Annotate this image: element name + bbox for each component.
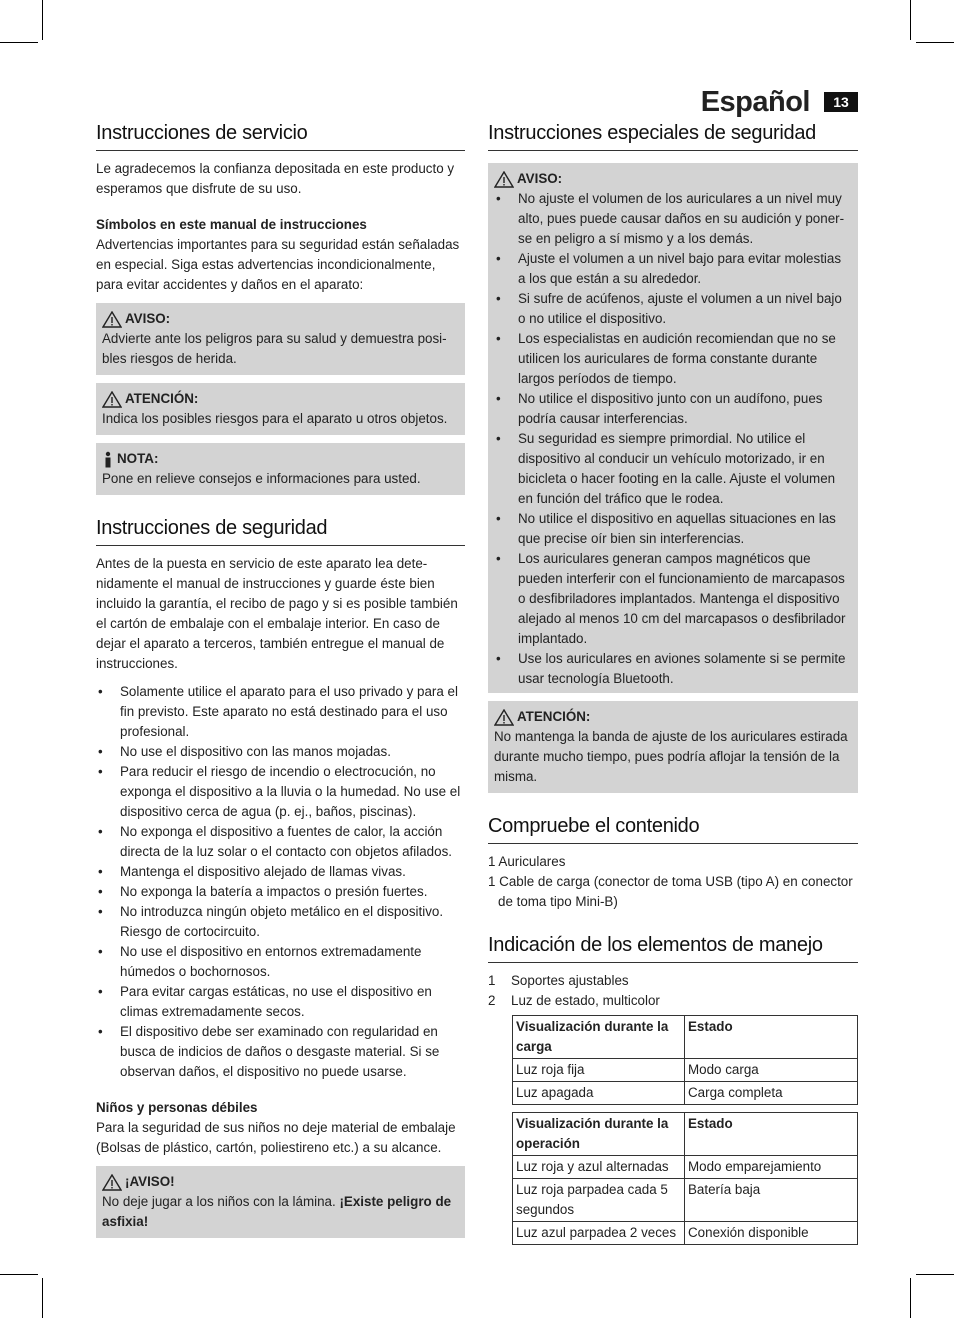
special-list bbox=[494, 189, 852, 689]
crop-mark bbox=[916, 42, 954, 43]
symbols-heading: Símbolos en este manual de instrucciones bbox=[96, 217, 367, 232]
aviso-children-box bbox=[96, 1166, 465, 1238]
crop-mark bbox=[0, 42, 38, 43]
contents-item: 1 Auriculares bbox=[488, 854, 566, 869]
list-item: • No use el dispositivo en entornos extremadamente húmedos o bochornosos. bbox=[98, 944, 422, 979]
table-cell: Luz roja fija bbox=[513, 1059, 685, 1082]
warning-icon bbox=[102, 391, 122, 408]
list-item: • No utilice el dispositivo junto con un audífono, pues podría causar interferencias. bbox=[496, 391, 823, 426]
service-title: Instrucciones de servicio bbox=[96, 122, 465, 151]
list-item: • Solamente utilice el aparato para el uso privado y para el fin previsto. Este aparato no está destinado para el uso profesional. bbox=[98, 684, 458, 739]
service-intro: Le agradecemos la confianza depositada en este producto y esperamos que disfrute de su uso. bbox=[96, 161, 455, 196]
list-item: • No exponga el dispositivo a fuentes de calor, la acción directa de la luz solar o el contacto con objetos afilados. bbox=[98, 824, 452, 859]
special-atencion-title: ATENCIÓN: bbox=[517, 709, 591, 724]
table-cell: Modo carga bbox=[685, 1059, 858, 1082]
table-row bbox=[513, 1179, 858, 1222]
charging-status-table bbox=[512, 1015, 858, 1105]
aviso-children-title: ¡AVISO! bbox=[125, 1174, 175, 1189]
table-row bbox=[513, 1059, 858, 1082]
warning-icon bbox=[494, 709, 514, 726]
table-row bbox=[513, 1222, 858, 1245]
warning-icon bbox=[494, 171, 514, 188]
safety-list bbox=[96, 682, 465, 1082]
list-item: • Los auriculares generan campos magnéticos que pueden interferir con el funcionamiento de marcapasos o desfibriladores implantados. Mantenga el dispositivo alejado al menos 10 cm del marcapasos o desfibrilador implantado. bbox=[496, 551, 846, 646]
table-row bbox=[513, 1156, 858, 1179]
crop-mark bbox=[0, 1274, 38, 1275]
list-item: • No use el dispositivo con las manos mojadas. bbox=[98, 744, 391, 759]
page-header bbox=[701, 84, 858, 120]
special-atencion-text: No mantenga la banda de ajuste de los auriculares estirada durante mucho tiempo, pues podría aflojar la tensión de la misma. bbox=[494, 729, 848, 784]
warning-icon bbox=[102, 311, 122, 328]
aviso-text: Advierte ante los peligros para su salud y demuestra posi-bles riesgos de herida. bbox=[102, 331, 447, 366]
table-cell: Modo emparejamiento bbox=[685, 1156, 858, 1179]
table-header: Visualización durante la carga bbox=[513, 1016, 685, 1059]
control-item: 1 Soportes ajustables bbox=[488, 973, 629, 988]
nota-box bbox=[96, 443, 465, 495]
warning-icon bbox=[102, 1174, 122, 1191]
table-row bbox=[513, 1082, 858, 1105]
info-icon bbox=[102, 451, 114, 468]
operation-status-table bbox=[512, 1112, 858, 1245]
atencion-text: Indica los posibles riesgos para el aparato u otros objetos. bbox=[102, 411, 448, 426]
atencion-box bbox=[96, 383, 465, 435]
table-header: Estado bbox=[685, 1113, 858, 1156]
list-item: • Para evitar cargas estáticas, no use el dispositivo en climas extremadamente secos. bbox=[98, 984, 432, 1019]
special-title: Instrucciones especiales de seguridad bbox=[488, 122, 858, 151]
aviso-title: AVISO: bbox=[125, 311, 171, 326]
list-item: • Ajuste el volumen a un nivel bajo para evitar molestias a los que están a su alrededor. bbox=[496, 251, 842, 286]
table-cell: Batería baja bbox=[685, 1179, 858, 1222]
table-cell: Luz roja y azul alternadas bbox=[513, 1156, 685, 1179]
left-column bbox=[96, 122, 465, 1238]
table-cell: Luz apagada bbox=[513, 1082, 685, 1105]
list-item: • Para reducir el riesgo de incendio o electrocución, no exponga el dispositivo a la lluvia o la humedad. No use el dispositivo cerca de agua (p. ej., baños, piscinas). bbox=[98, 764, 461, 819]
special-atencion-box bbox=[488, 701, 858, 793]
list-item: • Mantenga el dispositivo alejado de llamas vivas. bbox=[98, 864, 406, 879]
list-item: • No exponga la batería a impactos o presión fuertes. bbox=[98, 884, 428, 899]
safety-title: Instrucciones de seguridad bbox=[96, 517, 465, 546]
contents-item: 1 Cable de carga (conector de toma USB (tipo A) en conector de toma tipo Mini-B) bbox=[488, 874, 853, 909]
children-text: Para la seguridad de sus niños no deje material de embalaje (Bolsas de plástico, cartón, poliestireno etc.) a su alcance. bbox=[96, 1120, 456, 1155]
crop-mark bbox=[910, 1278, 911, 1318]
list-item: • No introduzca ningún objeto metálico en el dispositivo. Riesgo de cortocircuito. bbox=[98, 904, 444, 939]
table-cell: Luz azul parpadea 2 veces bbox=[513, 1222, 685, 1245]
list-item: • No ajuste el volumen de los auriculares a un nivel muy alto, pues puede causar daños en su audición y poner-se en peligro a sí mismo y a los demás. bbox=[496, 191, 845, 246]
atencion-title: ATENCIÓN: bbox=[125, 391, 199, 406]
language-title: Español bbox=[700, 85, 810, 118]
table-header-row bbox=[513, 1113, 858, 1156]
crop-mark bbox=[910, 0, 911, 40]
crop-mark bbox=[42, 0, 43, 40]
aviso-children-text: No deje jugar a los niños con la lámina. ¡Existe peligro de asfixia! bbox=[102, 1194, 452, 1229]
table-header-row bbox=[513, 1016, 858, 1059]
list-item: • Los especialistas en audición recomiendan que no se utilicen los auriculares de forma constante durante largos períodos de tiempo. bbox=[496, 331, 836, 386]
crop-mark bbox=[42, 1278, 43, 1318]
control-item: 2 Luz de estado, multicolor bbox=[488, 993, 660, 1008]
contents-title: Compruebe el contenido bbox=[488, 815, 858, 844]
special-aviso-title: AVISO: bbox=[517, 171, 563, 186]
controls-title: Indicación de los elementos de manejo bbox=[488, 934, 858, 963]
list-item: • No utilice el dispositivo en aquellas situaciones en las que precise oír bien sin interferencias. bbox=[496, 511, 836, 546]
children-heading: Niños y personas débiles bbox=[96, 1100, 258, 1115]
aviso-box bbox=[96, 303, 465, 375]
safety-intro: Antes de la puesta en servicio de este aparato lea dete-nidamente el manual de instrucciones y guarde éste bien incluido la garantía, el recibo de pago y si es posible también el cartón de embalaje con el embalaje interior. En caso de dejar el aparato a terceros, también entregue el manual de instrucciones. bbox=[96, 556, 458, 671]
symbols-text: Advertencias importantes para su seguridad están señaladas en especial. Siga estas advertencias incondicionalmente, para evitar accidentes y daños en el aparato: bbox=[96, 237, 460, 292]
list-item: • El dispositivo debe ser examinado con regularidad en busca de indicios de daños o desgaste material. Si se observan daños, el dispositivo no puede usarse. bbox=[98, 1024, 440, 1079]
page-number: 13 bbox=[824, 92, 858, 112]
nota-title: NOTA: bbox=[117, 451, 159, 466]
table-cell: Conexión disponible bbox=[685, 1222, 858, 1245]
list-item: • Si sufre de acúfenos, ajuste el volumen a un nivel bajo o no utilice el dispositivo. bbox=[496, 291, 842, 326]
list-item: • Use los auriculares en aviones solamente si se permite usar tecnología Bluetooth. bbox=[496, 651, 846, 686]
list-item: • Su seguridad es siempre primordial. No utilice el dispositivo al conducir un vehículo motorizado, ir en bicicleta o hacer footing en la calle. Ajuste el volumen en función del tráfico que le rodea. bbox=[496, 431, 836, 506]
table-cell: Carga completa bbox=[685, 1082, 858, 1105]
special-aviso-box bbox=[488, 163, 858, 693]
table-cell: Luz roja parpadea cada 5 segundos bbox=[513, 1179, 685, 1222]
table-header: Estado bbox=[685, 1016, 858, 1059]
right-column bbox=[488, 122, 858, 1245]
nota-text: Pone en relieve consejos e informaciones para usted. bbox=[102, 471, 421, 486]
table-header: Visualización durante la operación bbox=[513, 1113, 685, 1156]
crop-mark bbox=[916, 1274, 954, 1275]
